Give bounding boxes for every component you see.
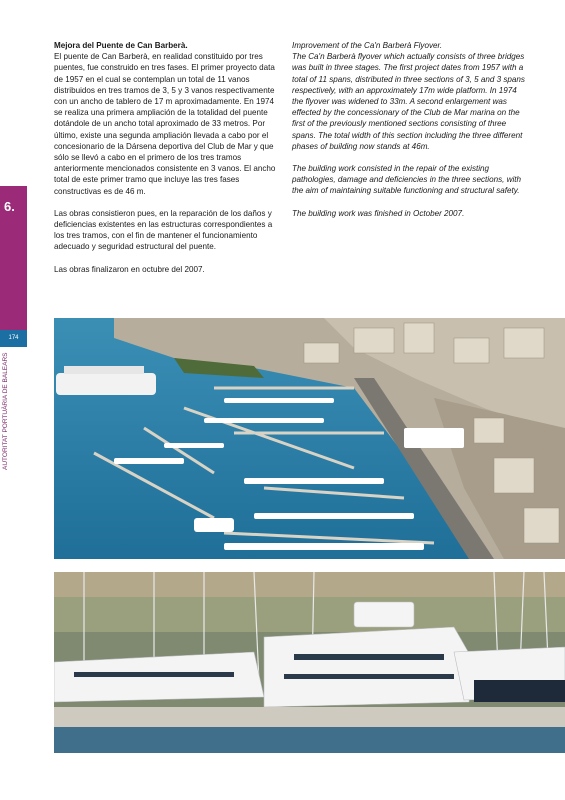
spanish-paragraph-3: Las obras finalizaron en octubre del 2007.: [54, 264, 205, 274]
page-number: 174: [0, 330, 27, 347]
english-title: Improvement of the Ca'n Barberà Flyover.: [292, 41, 443, 50]
english-column: [292, 40, 526, 230]
english-paragraph-1: The Ca'n Barberà flyover which actually consists of three bridges was built in three stages. The first project dates from 1957 with a total of 11 spans, distributed in three sections of 3, 5 and 3 spans respectively, with an approximately 17m wide platform. In 1974 the flyover was widened to 33m. A second enlargement was effected by the concessionary of the Club de Mar marina on the first of the previously mentioned sections consisting of three spans. The total width of this section including the three different phases of building now stands at 46m.: [292, 52, 525, 151]
spanish-column: [54, 40, 282, 286]
spanish-paragraph-2: Las obras consistieron pues, en la reparación de los daños y deficiencias existentes en las estructuras correspondientes a los tres tramos, con el fin de mantener el funcionamiento adecuado y seguridad estructural del puente.: [54, 208, 273, 252]
english-paragraph-2: The building work consisted in the repair of the existing pathologies, damage and deficiencies in the three sections, with the aim of maintaining suitable functioning and structural safety.: [292, 164, 522, 196]
publisher-vertical-text: AUTORITAT PORTUÀRIA DE BALEARS: [2, 352, 9, 470]
spanish-paragraph-1: El puente de Can Barberà, en realidad constituido por tres puentes, fue construido en tres fases. El primer proyecto data de 1957 en el cual se contemplan un total de 11 vanos distribuidos en tres tramos de 3, 5 y 3 vanos respectivamente con un ancho de tablero de 17 m aproximadamente. En 1974 se realiza una primera ampliación de la totalidad del puente dotándole de un ancho total aproximado de 33 metros. Por último, existe una segunda ampliación llevada a cabo por el concesionario de la Dársena deportiva del Club de Mar y que sólo se llevó a cabo en el primero de los tres tramos anteriormente mencionados consistente en 3 vanos. El ancho total de este primer tramo que incluye las tres fases constructivas es de 46 m.: [54, 52, 276, 196]
chapter-number: 6.: [4, 199, 15, 214]
english-paragraph-3: The building work was finished in October 2007.: [292, 208, 465, 218]
aerial-marina-photo: [54, 318, 565, 559]
spanish-title: Mejora del Puente de Can Barberà.: [54, 41, 188, 50]
yachts-dock-photo: [54, 572, 565, 753]
